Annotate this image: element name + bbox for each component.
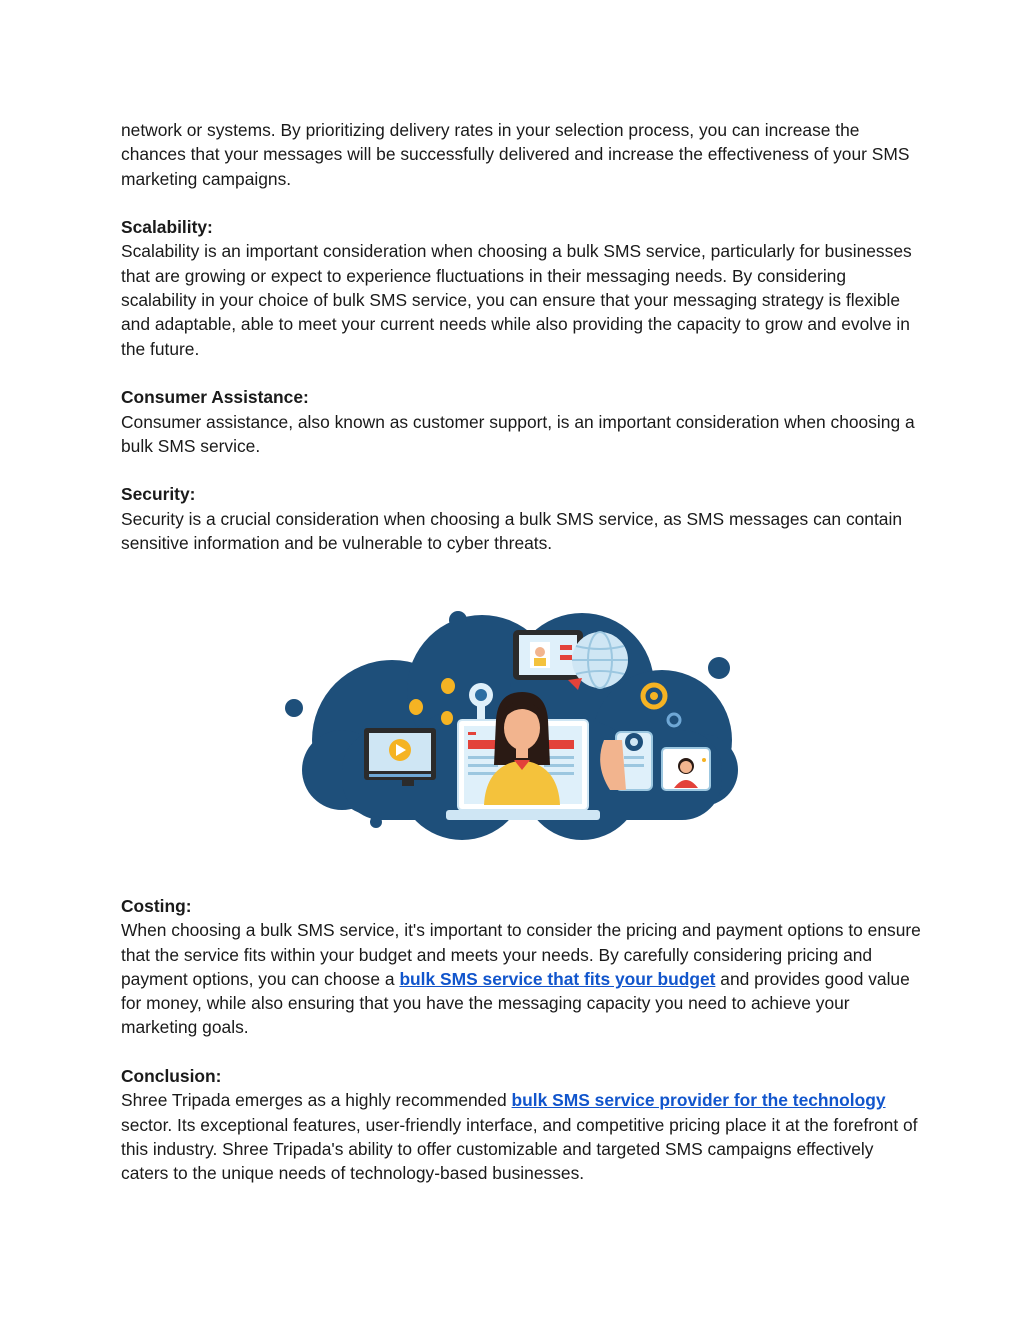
decor-dot [708, 657, 730, 679]
costing-heading: Costing: [121, 896, 192, 916]
video-player-icon [364, 728, 436, 786]
video-call-card [662, 748, 710, 790]
security-paragraph: Security is a crucial consideration when choosing a bulk SMS service, as SMS messages can contain sensitive information and be vulnerable to cyber threats. [121, 508, 903, 554]
scalability-paragraph: Scalability is an important consideration when choosing a bulk SMS service, particularly for businesses that are growing or expect to experience fluctuations in their messaging needs. By considering scalability in your choice of bulk SMS service, you can ensure that your messaging strategy is flexible and adaptable, able to meet your current needs while also providing the capacity to grow and evolve in the future. [121, 241, 912, 359]
online-communication-illustration [282, 600, 742, 845]
conclusion-heading: Conclusion: [121, 1066, 222, 1087]
phone-in-hand-icon [600, 732, 652, 790]
conclusion-paragraph [121, 1088, 921, 1185]
security-heading: Security: [121, 484, 196, 505]
intro-paragraph: network or systems. By prioritizing delivery rates in your selection process, you can increase the chances that your messages will be successfully delivered and increase the effectiveness of your SMS marketing campaigns. [121, 120, 910, 189]
decor-dot [370, 816, 382, 828]
document-body [121, 118, 921, 555]
costing-text-after: and provides good value for money, while also ensuring that you have the messaging capacity you need to achieve your marketing goals. [121, 968, 910, 1038]
scalability-heading: Scalability: [121, 217, 213, 238]
decor-dot [285, 699, 303, 717]
bulk-sms-provider-link[interactable]: bulk SMS service provider for the technology [511, 1090, 886, 1111]
consumer-assistance-paragraph: Consumer assistance, also known as customer support, is an important consideration when choosing a bulk SMS service. [121, 411, 915, 456]
costing-text-before: When choosing a bulk SMS service, it's important to consider the pricing and payment options to ensure that the service fits within your budget and meets your needs. By carefully considering pricing and payment options, you can choose a [121, 920, 921, 989]
consumer-assistance-heading: Consumer Assistance: [121, 387, 309, 408]
conclusion-text-after: sector. Its exceptional features, user-friendly interface, and competitive pricing place it at the forefront of this industry. Shree Tripada's ability to offer customizable and targeted SMS campaigns effectively caters to the unique needs of technology-based businesses. [121, 1114, 918, 1184]
conclusion-text-before: Shree Tripada emerges as a highly recommended [121, 1090, 512, 1111]
document-body-lower [121, 894, 921, 1186]
bulk-sms-budget-link[interactable]: bulk SMS service that fits your budget [399, 968, 716, 989]
decor-dot [449, 611, 467, 629]
costing-paragraph [121, 918, 921, 1039]
